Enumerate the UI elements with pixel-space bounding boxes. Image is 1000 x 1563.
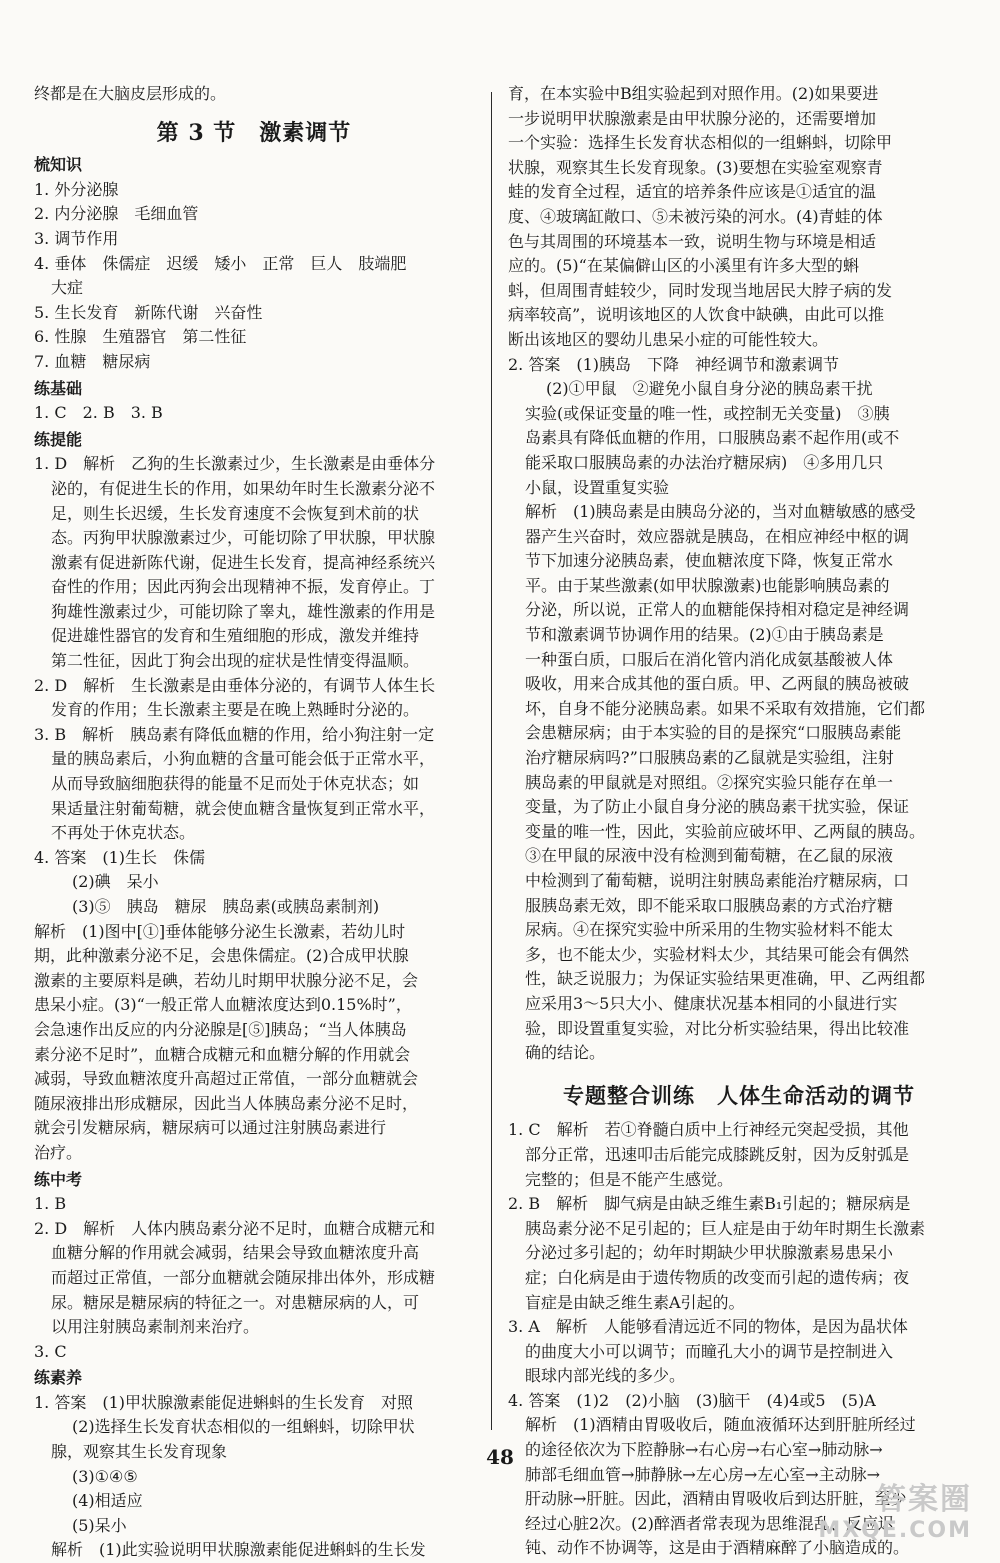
text-line: 4. 垂体 侏儒症 迟缓 矮小 正常 巨人 肢端肥: [34, 253, 407, 273]
text-line: 狗雄性激素过少，可能切除了睾丸，雄性激素的作用是: [51, 601, 436, 621]
text-line: 能采取口服胰岛素的办法治疗糖尿病) ④多用几只: [525, 452, 884, 472]
text-line: 6. 性腺 生殖器官 第二性征: [34, 327, 247, 347]
text-line: 2. 答案 (1)胰岛 下降 神经调节和激素调节: [508, 354, 840, 374]
text-line: 小鼠，设置重复实验: [525, 477, 670, 497]
text-line: 随尿液排出形成糖尿，因此当人体胰岛素分泌不足时，: [34, 1093, 419, 1113]
subsection-heading: 练中考: [34, 1169, 83, 1189]
text-line: 2. 内分泌腺 毛细血管: [34, 204, 199, 224]
watermark: [818, 1474, 972, 1543]
text-line: 7. 血糖 糖尿病: [34, 351, 151, 371]
text-line: 分泌，所以说，正常人的血糖能保持相对稳定是神经调: [525, 600, 910, 620]
text-line: 解析 (1)此实验说明甲状腺激素能促进蝌蚪的生长发: [51, 1540, 426, 1560]
text-line: 2. D 解析 生长激素是由垂体分泌的，有调节人体生长: [34, 675, 436, 695]
text-line: 患呆小症。(3)“一般正常人血糖浓度达到0.15%时”，: [34, 995, 412, 1015]
text-line: 验，即设置重复实验，对比分析实验结果，得出比较准: [525, 1018, 910, 1038]
text-line: 育，在本实验中B组实验起到对照作用。(2)如果要进: [508, 84, 879, 103]
text-line: 一个实验：选择生长发育状态相似的一组蝌蚪，切除甲: [508, 133, 893, 153]
left-column: [34, 82, 474, 1563]
text-line: 吸收，用来合成其他的蛋白质。甲、乙两鼠的胰岛被破: [525, 674, 910, 694]
text-line: (2)碘 呆小: [72, 872, 159, 892]
text-line: 2. D 解析 人体内胰岛素分泌不足时，血糖合成糖元和: [34, 1218, 436, 1238]
text-line: 态。丙狗甲状腺激素过少，可能切除了甲状腺，甲状腺: [51, 528, 436, 548]
text-line: 变量的唯一性，因此，实验前应破坏甲、乙两鼠的胰岛。: [525, 821, 926, 841]
text-line: 的曲度大小可以调节；而瞳孔大小的调节是控制进入: [525, 1341, 894, 1361]
text-line: 不再处于休克状态。: [51, 823, 196, 843]
subsection-heading: 练基础: [34, 378, 83, 398]
text-line: 断出该地区的婴幼儿患呆小症的可能性较大。: [508, 329, 829, 349]
text-line: 激素有促进新陈代谢，促进生长发育，提高神经系统兴: [51, 552, 436, 572]
subsection-heading: 梳知识: [34, 155, 83, 175]
text-line: 1. C 解析 若①脊髓白质中上行神经元突起受损，其他: [508, 1120, 909, 1140]
text-line: 第二性征，因此丁狗会出现的症状是性情变得温顺。: [51, 651, 420, 671]
text-line: (4)相适应: [72, 1491, 143, 1511]
text-line: 应的。(5)“在某偏僻山区的小溪里有许多大型的蝌: [508, 256, 859, 276]
text-line: 应采用3～5只大小、健康状况基本相同的小鼠进行实: [525, 993, 898, 1013]
text-line: 1. B: [34, 1194, 67, 1214]
text-line: 肺部毛细血管→肺静脉→左心房→左心室→主动脉→: [525, 1464, 881, 1484]
text-line: 会急速作出反应的内分泌腺是[⑤]胰岛；“当人体胰岛: [34, 1019, 407, 1039]
text-line: 激素的主要原料是碘，若幼儿时期甲状腺分泌不足，会: [34, 970, 419, 990]
text-line: 解析 (1)酒精由胃吸收后，随血液循环达到肝脏所经过: [525, 1415, 916, 1435]
text-line: (2)①甲鼠 ②避免小鼠自身分泌的胰岛素干扰: [546, 379, 873, 399]
text-line: 胰岛素分泌不足引起的；巨人症是由于幼年时期生长激素: [525, 1218, 926, 1238]
text-line: 部分正常，迅速叩击后能完成膝跳反射，因为反射弧是: [525, 1144, 910, 1164]
text-line: 坏，自身不能分泌胰岛素。如果不采取有效措施，它们都: [525, 698, 926, 718]
text-line: 性，缺乏说服力；为保证实验结果更准确，甲、乙两组都: [525, 969, 926, 989]
text-line: 1. 外分泌腺: [34, 179, 119, 199]
subsection-heading: 练提能: [34, 429, 83, 449]
text-line: 尿病。④在探究实验中所采用的生物实验材料不能太: [525, 920, 894, 940]
text-line: 减弱，导致血糖浓度升高超过正常值，一部分血糖就会: [34, 1069, 419, 1089]
watermark-url: MXQE.COM: [818, 1518, 972, 1543]
text-line: 1. D 解析 乙狗的生长激素过少，生长激素是由垂体分: [34, 454, 436, 474]
text-line: 4. 答案 (1)生长 侏儒: [34, 847, 206, 867]
text-line: 从而导致脑细胞获得的能量不足而处于休克状态；如: [51, 774, 420, 794]
text-line: 2. B 解析 脚气病是由缺乏维生素B₁引起的；糖尿病是: [508, 1194, 911, 1214]
page-number: 48: [486, 1445, 514, 1469]
column-divider: [491, 92, 492, 1430]
text-line: 色与其周围的环境基本一致，说明生物与环境是相适: [508, 231, 877, 251]
text-line: 平。由于某些激素(如甲状腺激素)也能影响胰岛素的: [525, 575, 890, 595]
text-line: 岛素具有降低血糖的作用，口服胰岛素不起作用(或不: [525, 428, 900, 448]
text-line: 节和激素调节协调作用的结果。(2)①由于胰岛素是: [525, 625, 884, 645]
text-line: 的途径依次为下腔静脉→右心房→右心室→肺动脉→: [525, 1440, 883, 1460]
text-line: 5. 生长发育 新陈代谢 兴奋性: [34, 302, 263, 322]
text-line: 3. A 解析 人能够看清远近不同的物体，是因为晶状体: [508, 1317, 908, 1337]
text-line: 蛙的发育全过程，适宜的培养条件应该是①适宜的温: [508, 182, 877, 202]
text-line: 就会引发糖尿病，糖尿病可以通过注射胰岛素进行: [34, 1118, 387, 1138]
text-line: 实验(或保证变量的唯一性，或控制无关变量) ③胰: [525, 403, 890, 423]
text-line: 果适量注射葡萄糖，就会使血糖含量恢复到正常水平，: [51, 798, 436, 818]
text-line: 3. B 解析 胰岛素有降低血糖的作用，给小狗注射一定: [34, 724, 435, 744]
text-line: 会患糖尿病；由于本实验的目的是探究“口服胰岛素能: [525, 723, 902, 743]
text-line: 泌的，有促进生长的作用，如果幼年时生长激素分泌不: [51, 478, 436, 498]
subsection-heading: 练素养: [34, 1368, 83, 1388]
text-line: 一种蛋白质，口服后在消化管内消化成氨基酸被人体: [525, 649, 894, 669]
text-line: 眼球内部光线的多少。: [525, 1366, 686, 1386]
text-line: 而超过正常值，一部分血糖就会随尿排出体外，形成糖: [51, 1267, 436, 1287]
text-line: 节下加速分泌胰岛素，使血糖浓度下降，恢复正常水: [525, 551, 894, 571]
text-line: 量的胰岛素后，小狗血糖的含量可能会低于正常水平，: [51, 749, 436, 769]
text-line: (2)选择生长发育状态相似的一组蝌蚪，切除甲状: [72, 1417, 415, 1437]
text-line: 病率较高”，说明该地区的人饮食中缺碘，由此可以推: [508, 305, 885, 325]
text-line: 症；白化病是由于遗传物质的改变而引起的遗传病；夜: [525, 1267, 910, 1287]
text-line: 胰岛素的甲鼠就是对照组。②探究实验只能存在单一: [525, 772, 894, 792]
text-line: 变量，为了防止小鼠自身分泌的胰岛素干扰实验，保证: [525, 797, 910, 817]
text-line: 度、④玻璃缸敞口、⑤未被污染的河水。(4)青蛙的体: [508, 206, 883, 226]
text-line: 1. 答案 (1)甲状腺激素能促进蝌蚪的生长发育 对照: [34, 1392, 414, 1412]
text-line: 蚪，但周围青蛙较少，同时发现当地居民大脖子病的发: [508, 280, 893, 300]
text-line: (3)⑤ 胰岛 糖尿 胰岛素(或胰岛素制剂): [72, 897, 380, 916]
watermark-logo-text: 答案圈: [876, 1482, 972, 1517]
text-line: 治疗糖尿病吗?”口服胰岛素的乙鼠就是实验组，注射: [525, 748, 894, 768]
text-line: 钝、动作不协调等，这是由于酒精麻醉了小脑造成的。: [525, 1538, 910, 1558]
text-line: 多，也不能太少，实验材料太少，其结果可能会有偶然: [525, 944, 910, 964]
text-line: 治疗。: [34, 1142, 83, 1162]
text-line: 期，此种激素分泌不足，会患侏儒症。(2)合成甲状腺: [34, 946, 409, 966]
text-line: 解析 (1)胰岛素是由胰岛分泌的，当对血糖敏感的感受: [525, 502, 916, 522]
text-line: 腺，观察其生长发育现象: [51, 1442, 228, 1462]
text-line: (3)①④⑤: [72, 1466, 138, 1486]
text-line: 3. C: [34, 1341, 67, 1361]
right-column: [508, 82, 970, 1561]
text-line: 状腺，观察其生长发育现象。(3)要想在实验室观察青: [508, 157, 883, 177]
text-line: 完整的；但是不能产生感觉。: [525, 1169, 734, 1189]
text-line: 盲症是由缺乏维生素A引起的。: [525, 1292, 745, 1312]
text-line: 解析 (1)图中[①]垂体能够分泌生长激素，若幼儿时: [34, 921, 406, 941]
text-line: 一步说明甲状腺激素是由甲状腺分泌的，还需要增加: [508, 108, 877, 128]
text-line: 促进雄性器官的发育和生殖细胞的形成，激发并维持: [51, 626, 420, 646]
text-line: 器产生兴奋时，效应器就是胰岛，在相应神经中枢的调: [525, 526, 910, 546]
text-line: 1. C 2. B 3. B: [34, 403, 163, 423]
text-line: 以用注射胰岛素制剂来治疗。: [51, 1317, 260, 1337]
text-line: 发育的作用；生长激素主要是在晚上熟睡时分泌的。: [51, 700, 420, 720]
text-line: 肝动脉→肝脏。因此，酒精由胃吸收后到达肝脏，至少: [525, 1489, 907, 1509]
text-line: 中检测到了葡萄糖，说明注射胰岛素能治疗糖尿病，口: [525, 871, 910, 890]
text-line: 奋性的作用；因此丙狗会出现精神不振，发育停止。丁: [51, 577, 436, 597]
text-line: 4. 答案 (1)2 (2)小脑 (3)脑干 (4)4或5 (5)A: [508, 1390, 876, 1410]
text-line: 终都是在大脑皮层形成的。: [34, 84, 227, 103]
text-line: 足，则生长迟缓，生长发育速度不会恢复到术前的状: [51, 503, 420, 523]
text-line: 素分泌不足时”，血糖合成糖元和血糖分解的作用就会: [34, 1044, 411, 1064]
text-line: 血糖分解的作用就会减弱，结果会导致血糖浓度升高: [51, 1243, 420, 1263]
text-line: 服胰岛素无效，即不能采取口服胰岛素的方式治疗糖: [525, 895, 894, 915]
section-title: 第 3 节 激素调节: [156, 119, 352, 146]
text-line: 分泌过多引起的；幼年时期缺少甲状腺激素易患呆小: [525, 1243, 894, 1263]
section-title: 专题整合训练 人体生命活动的调节: [563, 1082, 915, 1108]
text-line: 确的结论。: [525, 1043, 606, 1063]
text-line: 3. 调节作用: [34, 228, 119, 248]
text-line: ③在甲鼠的尿液中没有检测到葡萄糖，在乙鼠的尿液: [525, 846, 894, 866]
text-line: 尿。糖尿是糖尿病的特征之一。对患糖尿病的人，可: [51, 1292, 420, 1312]
text-line: (5)呆小: [72, 1515, 127, 1535]
text-line: 经过心脏2次。(2)醉酒者常表现为思维混乱、反应迟: [525, 1513, 894, 1533]
text-line: 大症: [51, 278, 84, 298]
